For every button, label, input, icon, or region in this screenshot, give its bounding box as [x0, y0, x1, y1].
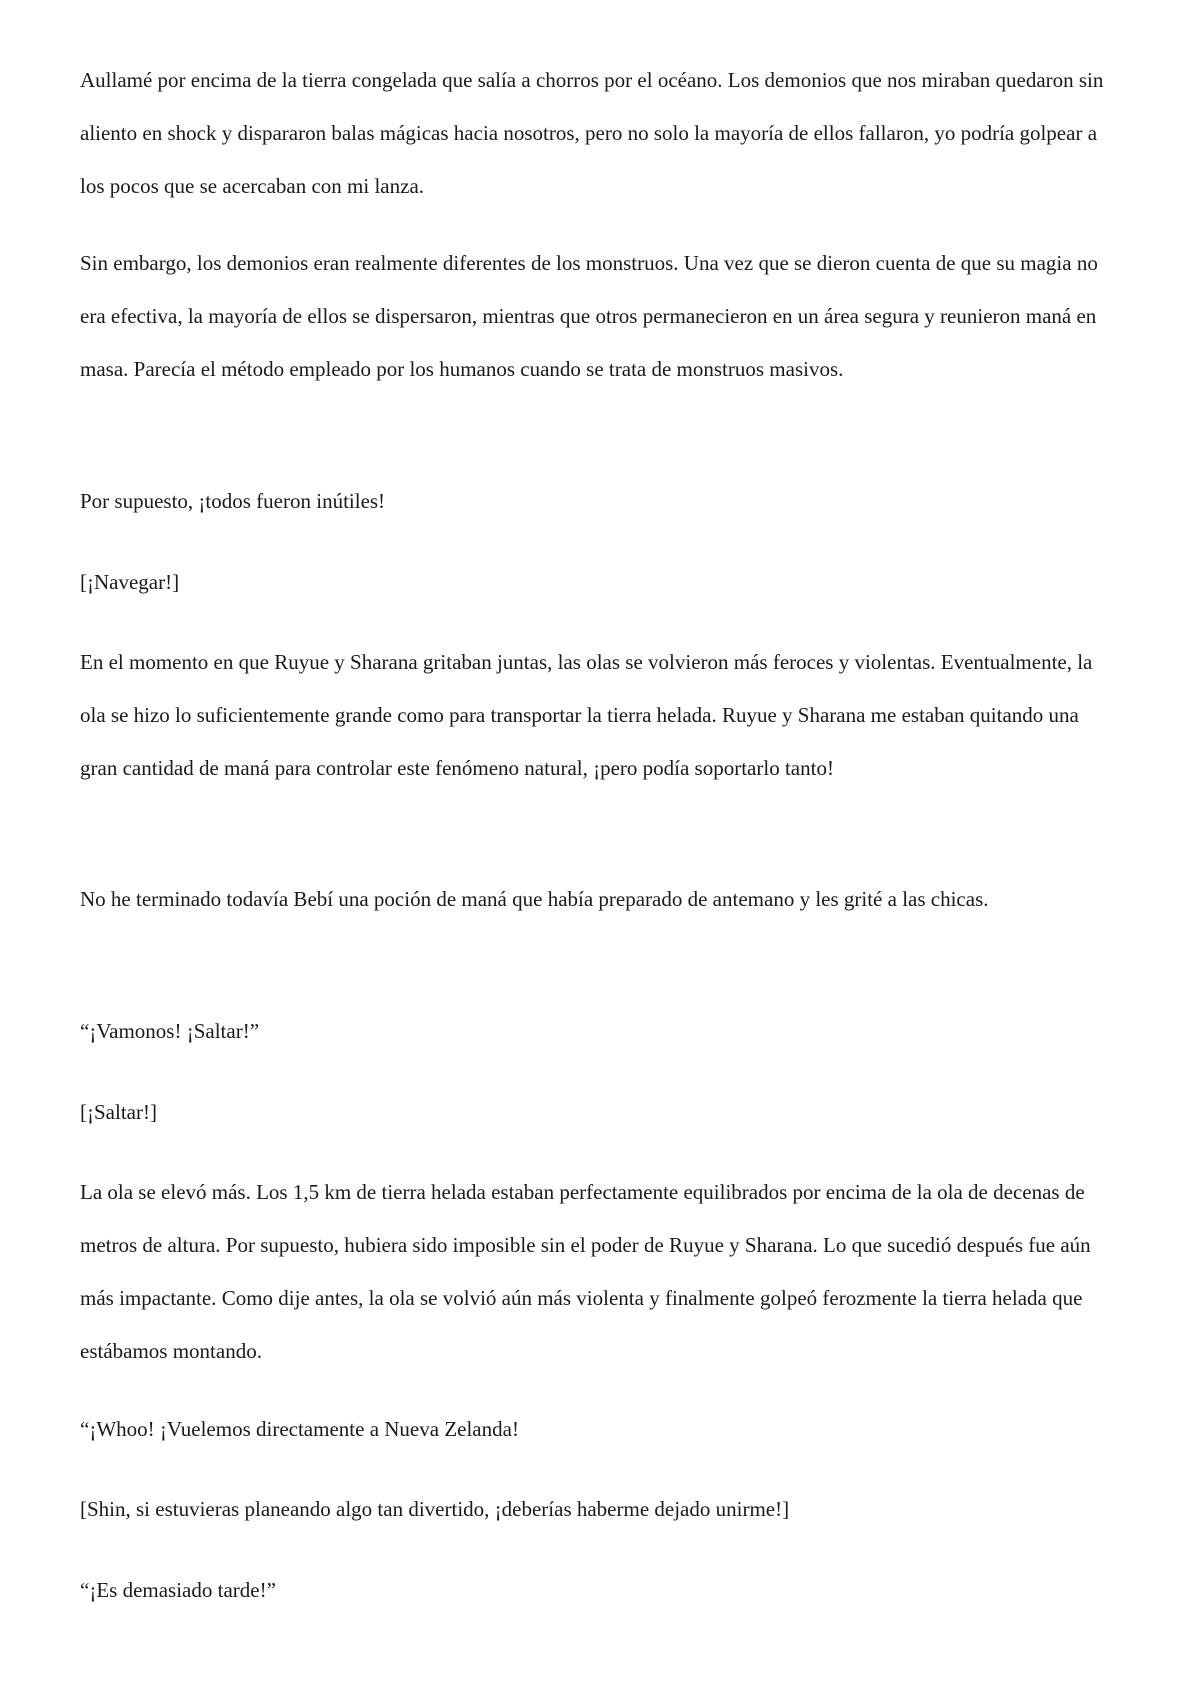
paragraph-text: “¡Whoo! ¡Vuelemos directamente a Nueva Zelanda! [80, 1417, 519, 1441]
paragraph-text: Aullamé por encima de la tierra congelada que salía a chorros por el océano. Los demonios que nos miraban quedaron sin aliento en shock y dispararon balas mágicas hacia nosotros, pero no solo la mayoría de ellos fallaron, yo podría golpear a los pocos que se acercaban con mi lanza. [80, 68, 1104, 198]
paragraph-text: [¡Saltar!] [80, 1100, 157, 1124]
paragraph-text: En el momento en que Ruyue y Sharana gritaban juntas, las olas se volvieron más feroces y violentas. Eventualmente, la ola se hizo lo suficientemente grande como para transportar la tierra helada. Ruyue y Sharana me estaban quitando una gran cantidad de maná para controlar este fenómeno natural, ¡pero podía soportarlo tanto! [80, 650, 1093, 780]
paragraph-text: “¡Vamonos! ¡Saltar!” [80, 1019, 260, 1043]
paragraph-8 [80, 1098, 1120, 1126]
paragraph-text: Sin embargo, los demonios eran realmente diferentes de los monstruos. Una vez que se dieron cuenta de que su magia no era efectiva, la mayoría de ellos se dispersaron, mientras que otros permanecieron en un área segura y reunieron maná en masa. Parecía el método empleado por los humanos cuando se trata de monstruos masivos. [80, 251, 1098, 381]
paragraph-10 [80, 1415, 1120, 1443]
paragraph-3 [80, 487, 1120, 515]
paragraph-6 [80, 873, 1120, 926]
paragraph-11 [80, 1495, 1120, 1523]
paragraph-text: [Shin, si estuvieras planeando algo tan divertido, ¡deberías haberme dejado unirme!] [80, 1497, 790, 1521]
paragraph-text: [¡Navegar!] [80, 570, 180, 594]
paragraph-2 [80, 237, 1120, 396]
paragraph-5 [80, 636, 1120, 795]
paragraph-text: “¡Es demasiado tarde!” [80, 1578, 276, 1602]
paragraph-4 [80, 568, 1120, 596]
paragraph-1 [80, 54, 1120, 213]
paragraph-9 [80, 1166, 1120, 1378]
paragraph-7 [80, 1017, 1120, 1045]
paragraph-12 [80, 1576, 1120, 1604]
paragraph-text: No he terminado todavía Bebí una poción de maná que había preparado de antemano y les grité a las chicas. [80, 887, 989, 911]
paragraph-text: La ola se elevó más. Los 1,5 km de tierra helada estaban perfectamente equilibrados por encima de la ola de decenas de metros de altura. Por supuesto, hubiera sido imposible sin el poder de Ruyue y Sharana. Lo que sucedió después fue aún más impactante. Como dije antes, la ola se volvió aún más violenta y finalmente golpeó ferozmente la tierra helada que estábamos montando. [80, 1180, 1091, 1363]
paragraph-text: Por supuesto, ¡todos fueron inútiles! [80, 489, 386, 513]
